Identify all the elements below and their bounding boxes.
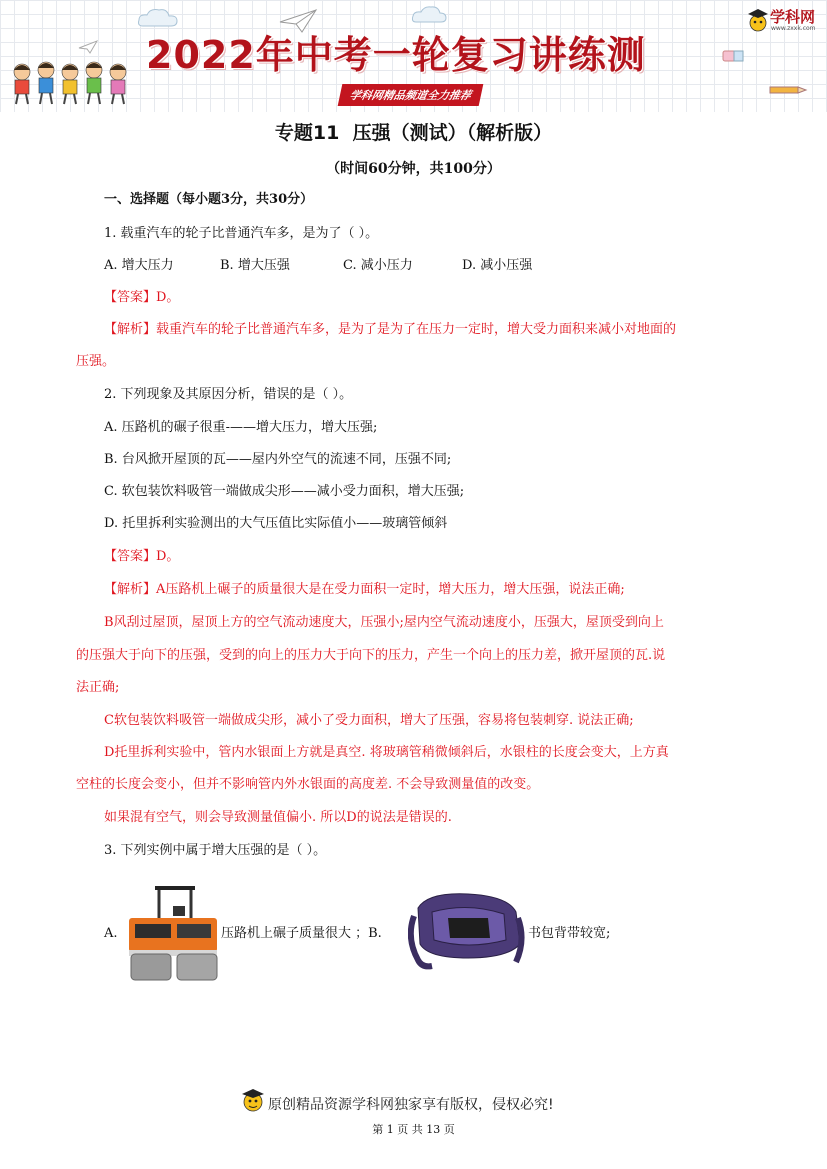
- question-2-analysis: 法正确;: [76, 680, 120, 695]
- road-roller-image: [125, 880, 221, 986]
- question-1-option-a: A. 增大压力: [104, 258, 174, 273]
- page-header: [0, 0, 827, 112]
- promo-banner: 学科网精品频道全力推荐: [338, 84, 484, 106]
- xuekewang-logo-icon: [746, 6, 770, 34]
- question-1-option-b: B. 增大压强: [220, 258, 290, 273]
- question-3-stem: 3. 下列实例中属于增大压强的是（ ）。: [104, 843, 327, 858]
- question-2-option-b: B. 台风掀开屋顶的瓦——屋内外空气的流速不同，压强不同;: [104, 452, 452, 467]
- page-number: 第 1 页 共 13 页: [372, 1123, 455, 1136]
- question-2-analysis: 的压强大于向下的压强，受到的向上的压力大于向下的压力，产生一个向上的压力差，掀开屋顶的瓦.说: [76, 648, 666, 663]
- question-2-analysis: B风刮过屋顶，屋顶上方的空气流动速度大，压强小;屋内空气流动速度小，压强大，屋顶受到向上: [104, 615, 664, 630]
- question-3-option-a-label: A.: [104, 926, 118, 941]
- question-1-analysis-cont: 压强。: [76, 354, 116, 369]
- backpack-image: [408, 888, 526, 974]
- section-heading: 一、选择题（每小题3分，共30分）: [104, 192, 314, 207]
- logo-text: 学科网: [770, 8, 816, 26]
- question-1-option-c: C. 减小压力: [343, 258, 413, 273]
- document-subtitle: （时间60分钟，共100分）: [326, 161, 501, 177]
- main-title: 2022年中考一轮复习讲练测: [146, 33, 646, 77]
- question-2-answer: 【答案】D。: [104, 549, 180, 564]
- pencil-icon: [768, 84, 808, 96]
- question-3-option-a-text: 压路机上碾子质量很大 ；B.: [221, 926, 382, 941]
- cloud-icon: [410, 4, 450, 26]
- question-2-option-a: A. 压路机的碾子很重-——增大压力，增大压强;: [104, 420, 378, 435]
- copyright-notice: 原创精品资源学科网独家享有版权，侵权必究!: [268, 1097, 554, 1113]
- question-1-analysis: 【解析】载重汽车的轮子比普通汽车多，是为了是为了在压力一定时，增大受力面积来减小对地面的: [104, 322, 677, 337]
- question-3-option-b-text: 书包背带较宽;: [528, 926, 611, 941]
- question-2-stem: 2. 下列现象及其原因分析，错误的是（ ）。: [104, 387, 353, 402]
- question-2-analysis: 空柱的长度会变小，但并不影响管内外水银面的高度差. 不会导致测量值的改变。: [76, 777, 540, 792]
- question-2-analysis: C软包装饮料吸管一端做成尖形，减小了受力面积，增大了压强，容易将包装刺穿. 说法正确;: [104, 713, 634, 728]
- question-1-answer: 【答案】D。: [104, 290, 180, 305]
- question-1-option-d: D. 减小压强: [462, 258, 533, 273]
- question-2-analysis: 如果混有空气，则会导致测量值偏小. 所以D的说法是错误的.: [104, 810, 452, 825]
- logo-url: www.zxxk.com: [771, 25, 816, 32]
- question-2-option-c: C. 软包装饮料吸管一端做成尖形——减小受力面积，增大压强;: [104, 484, 465, 499]
- question-2-option-d: D. 托里拆利实验测出的大气压值比实际值小——玻璃管倾斜: [104, 516, 448, 531]
- question-1-stem: 1. 载重汽车的轮子比普通汽车多，是为了（ ）。: [104, 226, 379, 241]
- children-illustration: [8, 58, 140, 106]
- question-2-analysis: D托里拆利实验中，管内水银面上方就是真空. 将玻璃管稍微倾斜后，水银柱的长度会变大，上方真: [104, 745, 669, 760]
- question-2-analysis: 【解析】A压路机上碾子的质量很大是在受力面积一定时，增大压力，增大压强，说法正确;: [104, 582, 625, 597]
- eraser-icon: [722, 50, 744, 62]
- mascot-icon: [240, 1086, 266, 1114]
- paper-plane-icon: [78, 40, 98, 54]
- document-title: 专题11 压强（测试）（解析版）: [274, 122, 553, 144]
